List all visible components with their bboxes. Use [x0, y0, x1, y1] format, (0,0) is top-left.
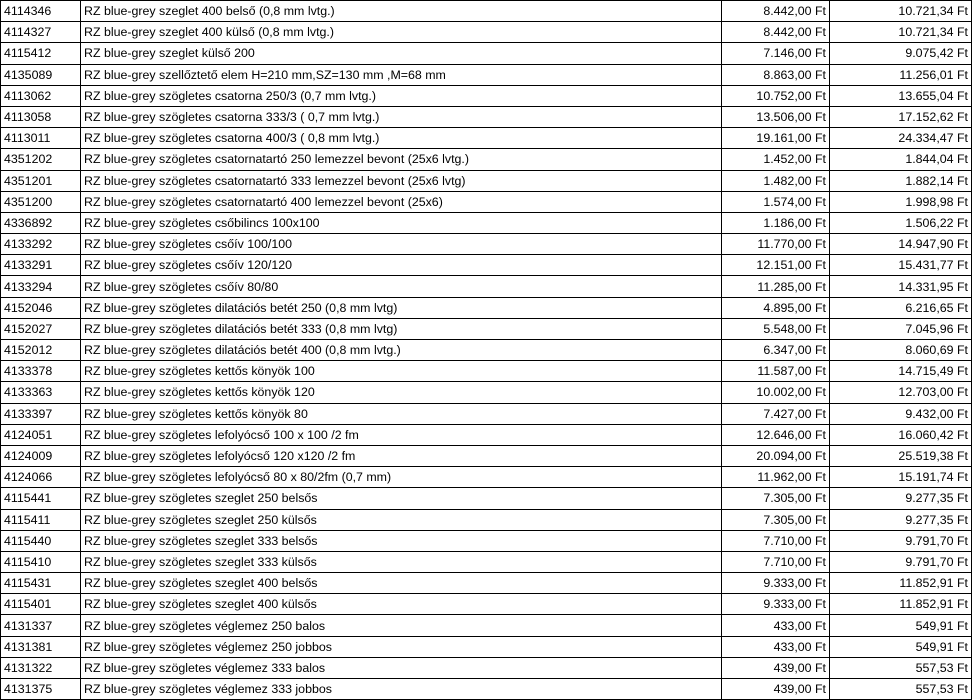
product-code-cell: 4124009	[1, 445, 81, 466]
product-code-cell: 4133378	[1, 361, 81, 382]
net-price-cell: 9.333,00 Ft	[722, 573, 830, 594]
gross-price-cell: 15.191,74 Ft	[830, 467, 972, 488]
net-price-cell: 1.482,00 Ft	[722, 170, 830, 191]
product-description-cell: RZ blue-grey szögletes csatornatartó 400 lemezzel bevont (25x6)	[81, 191, 722, 212]
gross-price-cell: 6.216,65 Ft	[830, 297, 972, 318]
product-description-cell: RZ blue-grey szögletes kettős könyök 100	[81, 361, 722, 382]
net-price-cell: 433,00 Ft	[722, 615, 830, 636]
product-description-cell: RZ blue-grey szögletes csatorna 250/3 (0,7 mm lvtg.)	[81, 85, 722, 106]
net-price-cell: 439,00 Ft	[722, 657, 830, 678]
net-price-cell: 7.710,00 Ft	[722, 551, 830, 572]
product-code-cell: 4131322	[1, 657, 81, 678]
net-price-cell: 7.427,00 Ft	[722, 403, 830, 424]
product-code-cell: 4114327	[1, 22, 81, 43]
gross-price-cell: 11.852,91 Ft	[830, 573, 972, 594]
product-description-cell: RZ blue-grey szögletes csőbilincs 100x100	[81, 212, 722, 233]
net-price-cell: 7.305,00 Ft	[722, 509, 830, 530]
product-description-cell: RZ blue-grey szögletes véglemez 250 balos	[81, 615, 722, 636]
product-code-cell: 4131337	[1, 615, 81, 636]
product-description-cell: RZ blue-grey szögletes lefolyócső 120 x120 /2 fm	[81, 445, 722, 466]
net-price-cell: 1.186,00 Ft	[722, 212, 830, 233]
gross-price-cell: 15.431,77 Ft	[830, 255, 972, 276]
table-row	[1, 403, 972, 424]
table-row	[1, 424, 972, 445]
gross-price-cell: 17.152,62 Ft	[830, 106, 972, 127]
product-code-cell: 4152046	[1, 297, 81, 318]
net-price-cell: 5.548,00 Ft	[722, 318, 830, 339]
table-row	[1, 636, 972, 657]
table-row	[1, 22, 972, 43]
net-price-cell: 8.442,00 Ft	[722, 22, 830, 43]
net-price-cell: 7.146,00 Ft	[722, 43, 830, 64]
product-code-cell: 4115431	[1, 573, 81, 594]
product-description-cell: RZ blue-grey szögletes dilatációs betét 250 (0,8 mm lvtg)	[81, 297, 722, 318]
table-row	[1, 615, 972, 636]
net-price-cell: 1.574,00 Ft	[722, 191, 830, 212]
table-row	[1, 318, 972, 339]
table-row	[1, 106, 972, 127]
product-description-cell: RZ blue-grey szögletes szeglet 250 belsős	[81, 488, 722, 509]
product-description-cell: RZ blue-grey szögletes véglemez 333 balos	[81, 657, 722, 678]
gross-price-cell: 24.334,47 Ft	[830, 128, 972, 149]
table-row	[1, 1, 972, 22]
table-row	[1, 530, 972, 551]
product-code-cell: 4113011	[1, 128, 81, 149]
product-description-cell: RZ blue-grey szellőztető elem H=210 mm,SZ=130 mm ,M=68 mm	[81, 64, 722, 85]
table-row	[1, 361, 972, 382]
product-code-cell: 4133397	[1, 403, 81, 424]
product-code-cell: 4115412	[1, 43, 81, 64]
gross-price-cell: 557,53 Ft	[830, 657, 972, 678]
product-description-cell: RZ blue-grey szögletes véglemez 250 jobbos	[81, 636, 722, 657]
product-description-cell: RZ blue-grey szögletes kettős könyök 80	[81, 403, 722, 424]
table-row	[1, 657, 972, 678]
net-price-cell: 8.442,00 Ft	[722, 1, 830, 22]
net-price-cell: 20.094,00 Ft	[722, 445, 830, 466]
gross-price-cell: 9.791,70 Ft	[830, 530, 972, 551]
product-code-cell: 4113062	[1, 85, 81, 106]
product-code-cell: 4152027	[1, 318, 81, 339]
net-price-cell: 8.863,00 Ft	[722, 64, 830, 85]
table-row	[1, 297, 972, 318]
net-price-cell: 7.305,00 Ft	[722, 488, 830, 509]
table-row	[1, 149, 972, 170]
product-code-cell: 4351202	[1, 149, 81, 170]
table-row	[1, 276, 972, 297]
gross-price-cell: 14.331,95 Ft	[830, 276, 972, 297]
net-price-cell: 10.752,00 Ft	[722, 85, 830, 106]
net-price-cell: 433,00 Ft	[722, 636, 830, 657]
table-row	[1, 43, 972, 64]
product-code-cell: 4124051	[1, 424, 81, 445]
net-price-cell: 4.895,00 Ft	[722, 297, 830, 318]
product-description-cell: RZ blue-grey szögletes lefolyócső 80 x 80/2fm (0,7 mm)	[81, 467, 722, 488]
product-code-cell: 4152012	[1, 340, 81, 361]
gross-price-cell: 1.882,14 Ft	[830, 170, 972, 191]
product-description-cell: RZ blue-grey szögletes szeglet 400 belsős	[81, 573, 722, 594]
net-price-cell: 6.347,00 Ft	[722, 340, 830, 361]
gross-price-cell: 1.844,04 Ft	[830, 149, 972, 170]
table-row	[1, 234, 972, 255]
gross-price-cell: 9.791,70 Ft	[830, 551, 972, 572]
net-price-cell: 11.770,00 Ft	[722, 234, 830, 255]
gross-price-cell: 1.506,22 Ft	[830, 212, 972, 233]
net-price-cell: 13.506,00 Ft	[722, 106, 830, 127]
gross-price-cell: 10.721,34 Ft	[830, 22, 972, 43]
product-description-cell: RZ blue-grey szögletes lefolyócső 100 x 100 /2 fm	[81, 424, 722, 445]
product-description-cell: RZ blue-grey szeglet 400 belső (0,8 mm lvtg.)	[81, 1, 722, 22]
product-description-cell: RZ blue-grey szögletes csőív 120/120	[81, 255, 722, 276]
table-row	[1, 212, 972, 233]
product-description-cell: RZ blue-grey szögletes csatornatartó 333 lemezzel bevont (25x6 lvtg)	[81, 170, 722, 191]
product-description-cell: RZ blue-grey szögletes dilatációs betét 333 (0,8 mm lvtg)	[81, 318, 722, 339]
product-code-cell: 4113058	[1, 106, 81, 127]
gross-price-cell: 12.703,00 Ft	[830, 382, 972, 403]
product-code-cell: 4131381	[1, 636, 81, 657]
table-row	[1, 170, 972, 191]
table-row	[1, 255, 972, 276]
product-description-cell: RZ blue-grey szeglet 400 külső (0,8 mm lvtg.)	[81, 22, 722, 43]
gross-price-cell: 25.519,38 Ft	[830, 445, 972, 466]
gross-price-cell: 1.998,98 Ft	[830, 191, 972, 212]
gross-price-cell: 16.060,42 Ft	[830, 424, 972, 445]
net-price-cell: 439,00 Ft	[722, 679, 830, 700]
table-row	[1, 191, 972, 212]
table-row	[1, 85, 972, 106]
gross-price-cell: 10.721,34 Ft	[830, 1, 972, 22]
net-price-cell: 12.646,00 Ft	[722, 424, 830, 445]
table-row	[1, 467, 972, 488]
gross-price-cell: 549,91 Ft	[830, 615, 972, 636]
gross-price-cell: 8.060,69 Ft	[830, 340, 972, 361]
product-description-cell: RZ blue-grey szögletes véglemez 333 jobbos	[81, 679, 722, 700]
product-code-cell: 4114346	[1, 1, 81, 22]
gross-price-cell: 9.432,00 Ft	[830, 403, 972, 424]
product-code-cell: 4351200	[1, 191, 81, 212]
net-price-cell: 9.333,00 Ft	[722, 594, 830, 615]
table-row	[1, 128, 972, 149]
table-row	[1, 488, 972, 509]
net-price-cell: 1.452,00 Ft	[722, 149, 830, 170]
gross-price-cell: 14.715,49 Ft	[830, 361, 972, 382]
product-description-cell: RZ blue-grey szögletes csőív 80/80	[81, 276, 722, 297]
product-description-cell: RZ blue-grey szögletes szeglet 400 külsős	[81, 594, 722, 615]
product-description-cell: RZ blue-grey szögletes csatorna 333/3 ( 0,7 mm lvtg.)	[81, 106, 722, 127]
product-code-cell: 4133294	[1, 276, 81, 297]
gross-price-cell: 11.852,91 Ft	[830, 594, 972, 615]
product-code-cell: 4115440	[1, 530, 81, 551]
product-code-cell: 4124066	[1, 467, 81, 488]
gross-price-cell: 7.045,96 Ft	[830, 318, 972, 339]
gross-price-cell: 11.256,01 Ft	[830, 64, 972, 85]
gross-price-cell: 13.655,04 Ft	[830, 85, 972, 106]
net-price-cell: 10.002,00 Ft	[722, 382, 830, 403]
product-code-cell: 4135089	[1, 64, 81, 85]
product-description-cell: RZ blue-grey szögletes dilatációs betét 400 (0,8 mm lvtg.)	[81, 340, 722, 361]
gross-price-cell: 14.947,90 Ft	[830, 234, 972, 255]
price-list-body	[1, 1, 972, 700]
product-code-cell: 4115401	[1, 594, 81, 615]
product-code-cell: 4336892	[1, 212, 81, 233]
table-row	[1, 594, 972, 615]
product-code-cell: 4351201	[1, 170, 81, 191]
product-code-cell: 4131375	[1, 679, 81, 700]
product-code-cell: 4133292	[1, 234, 81, 255]
product-description-cell: RZ blue-grey szögletes csatorna 400/3 ( 0,8 mm lvtg.)	[81, 128, 722, 149]
table-row	[1, 64, 972, 85]
table-row	[1, 679, 972, 700]
gross-price-cell: 9.075,42 Ft	[830, 43, 972, 64]
product-description-cell: RZ blue-grey szögletes csőív 100/100	[81, 234, 722, 255]
product-description-cell: RZ blue-grey szögletes szeglet 250 külsős	[81, 509, 722, 530]
table-row	[1, 340, 972, 361]
product-description-cell: RZ blue-grey szeglet külső 200	[81, 43, 722, 64]
table-row	[1, 509, 972, 530]
table-row	[1, 573, 972, 594]
product-code-cell: 4115411	[1, 509, 81, 530]
net-price-cell: 7.710,00 Ft	[722, 530, 830, 551]
gross-price-cell: 549,91 Ft	[830, 636, 972, 657]
product-description-cell: RZ blue-grey szögletes csatornatartó 250 lemezzel bevont (25x6 lvtg.)	[81, 149, 722, 170]
table-row	[1, 551, 972, 572]
product-code-cell: 4115441	[1, 488, 81, 509]
gross-price-cell: 9.277,35 Ft	[830, 488, 972, 509]
table-row	[1, 445, 972, 466]
net-price-cell: 11.285,00 Ft	[722, 276, 830, 297]
table-row	[1, 382, 972, 403]
product-description-cell: RZ blue-grey szögletes szeglet 333 külsős	[81, 551, 722, 572]
net-price-cell: 19.161,00 Ft	[722, 128, 830, 149]
net-price-cell: 12.151,00 Ft	[722, 255, 830, 276]
gross-price-cell: 9.277,35 Ft	[830, 509, 972, 530]
product-code-cell: 4133291	[1, 255, 81, 276]
product-code-cell: 4133363	[1, 382, 81, 403]
net-price-cell: 11.587,00 Ft	[722, 361, 830, 382]
product-code-cell: 4115410	[1, 551, 81, 572]
gross-price-cell: 557,53 Ft	[830, 679, 972, 700]
product-description-cell: RZ blue-grey szögletes szeglet 333 belsős	[81, 530, 722, 551]
net-price-cell: 11.962,00 Ft	[722, 467, 830, 488]
product-description-cell: RZ blue-grey szögletes kettős könyök 120	[81, 382, 722, 403]
